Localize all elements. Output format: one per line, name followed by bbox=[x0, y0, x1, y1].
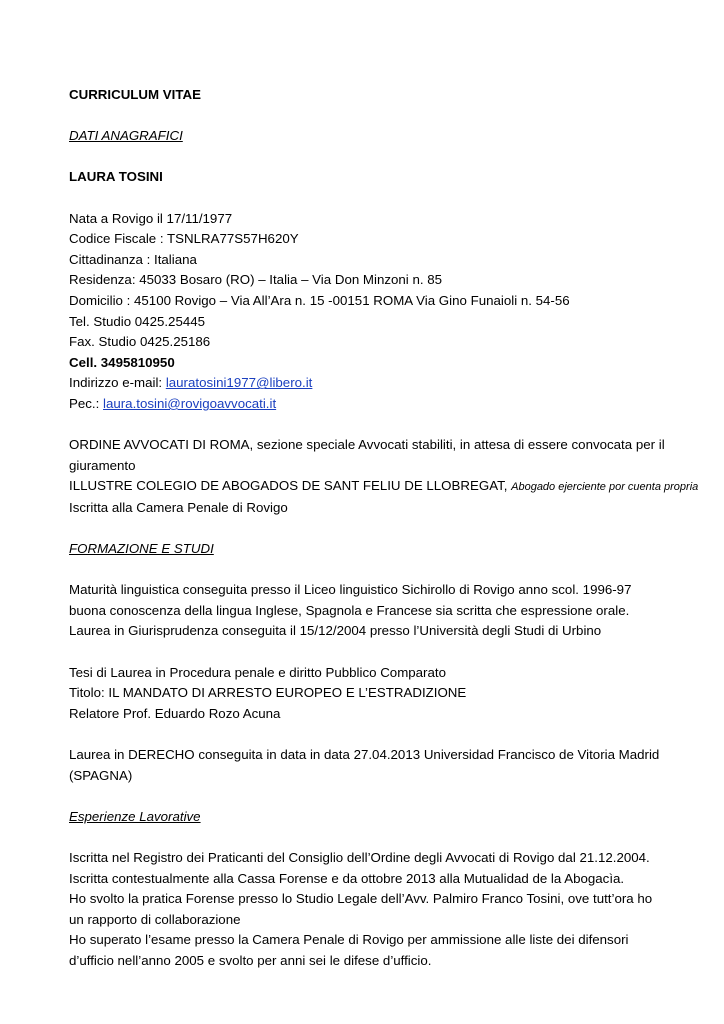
pec-label: Pec.: bbox=[69, 395, 103, 411]
experience-line-3: Ho svolto la pratica Forense presso lo Studio Legale dell’Avv. Palmiro Franco Tosini, ove tutt’ora ho un rapporto di collaborazione bbox=[69, 891, 653, 927]
thesis-line-2: Titolo: IL MANDATO DI ARRESTO EUROPEO E L’ESTRADIZIONE bbox=[69, 685, 467, 701]
section-heading-formazione: FORMAZIONE E STUDI bbox=[69, 541, 214, 557]
thesis-line-1: Tesi di Laurea in Procedura penale e diritto Pubblico Comparato bbox=[69, 664, 446, 680]
experience-line-1: Iscritta nel Registro dei Praticanti del Consiglio dell’Ordine degli Avvocati di Rovigo dal 21.12.2004. bbox=[69, 849, 650, 865]
tel-line: Tel. Studio 0425.25445 bbox=[69, 313, 206, 329]
section-heading-anagrafici: DATI ANAGRAFICI bbox=[69, 128, 183, 144]
email-label: Indirizzo e-mail: bbox=[69, 375, 166, 391]
fiscal-code-line: Codice Fiscale : TSNLRA77S57H620Y bbox=[69, 231, 299, 247]
camera-penale-line: Iscritta alla Camera Penale di Rovigo bbox=[69, 499, 288, 515]
derecho-degree: Laurea in DERECHO conseguita in data in data 27.04.2013 Universidad Francisco de Vitoria Madrid (SPAGNA) bbox=[69, 747, 660, 783]
education-line-2: buona conoscenza della lingua Inglese, Spagnola e Francese sia scritta che espressione orale. bbox=[69, 602, 630, 618]
document-body bbox=[69, 85, 699, 972]
document-title: CURRICULUM VITAE bbox=[69, 87, 201, 102]
citizenship-line: Cittadinanza : Italiana bbox=[69, 251, 197, 267]
education-line-3: Laurea in Giurisprudenza conseguita il 15/12/2004 presso l’Università degli Studi di Urbino bbox=[69, 623, 602, 639]
rome-registration: ORDINE AVVOCATI DI ROMA, sezione speciale Avvocati stabiliti, in attesa di essere convocata per il giuramento bbox=[69, 437, 665, 473]
experience-line-4: Ho superato l’esame presso la Camera Penale di Rovigo per ammissione alle liste dei difensori d’ufficio nell’anno 2005 e svolto per anni sei le difese d’ufficio. bbox=[69, 932, 629, 968]
experience-line-2: Iscritta contestualmente alla Cassa Forense e da ottobre 2013 alla Mutualidad de la Abogacìa. bbox=[69, 870, 625, 886]
email-line bbox=[69, 373, 669, 394]
pec-link[interactable]: laura.tosini@rovigoavvocati.it bbox=[103, 395, 277, 411]
cell-line: Cell. 3495810950 bbox=[69, 354, 175, 370]
person-name: LAURA TOSINI bbox=[69, 169, 163, 185]
thesis-line-3: Relatore Prof. Eduardo Rozo Acuna bbox=[69, 705, 281, 721]
section-heading-esperienze: Esperienze Lavorative bbox=[69, 808, 201, 824]
residence-line: Residenza: 45033 Bosaro (RO) – Italia – Via Don Minzoni n. 85 bbox=[69, 272, 443, 288]
pec-line bbox=[69, 394, 669, 415]
llobregat-registration bbox=[69, 476, 699, 498]
domicile-line: Domicilio : 45100 Rovigo – Via All’Ara n. 15 -00151 ROMA Via Gino Funaioli n. 54-56 bbox=[69, 292, 570, 308]
birth-line: Nata a Rovigo il 17/11/1977 bbox=[69, 210, 233, 226]
education-line-1: Maturità linguistica conseguita presso il Liceo linguistico Sichirollo di Rovigo anno scol. 1996-97 bbox=[69, 582, 632, 598]
email-link[interactable]: lauratosini1977@libero.it bbox=[165, 375, 313, 391]
fax-line: Fax. Studio 0425.25186 bbox=[69, 334, 211, 350]
llobregat-note: Abogado ejerciente por cuenta propria bbox=[511, 481, 699, 494]
llobregat-name: ILLUSTRE COLEGIO DE ABOGADOS DE SANT FELIU DE LLOBREGAT, bbox=[69, 478, 512, 494]
